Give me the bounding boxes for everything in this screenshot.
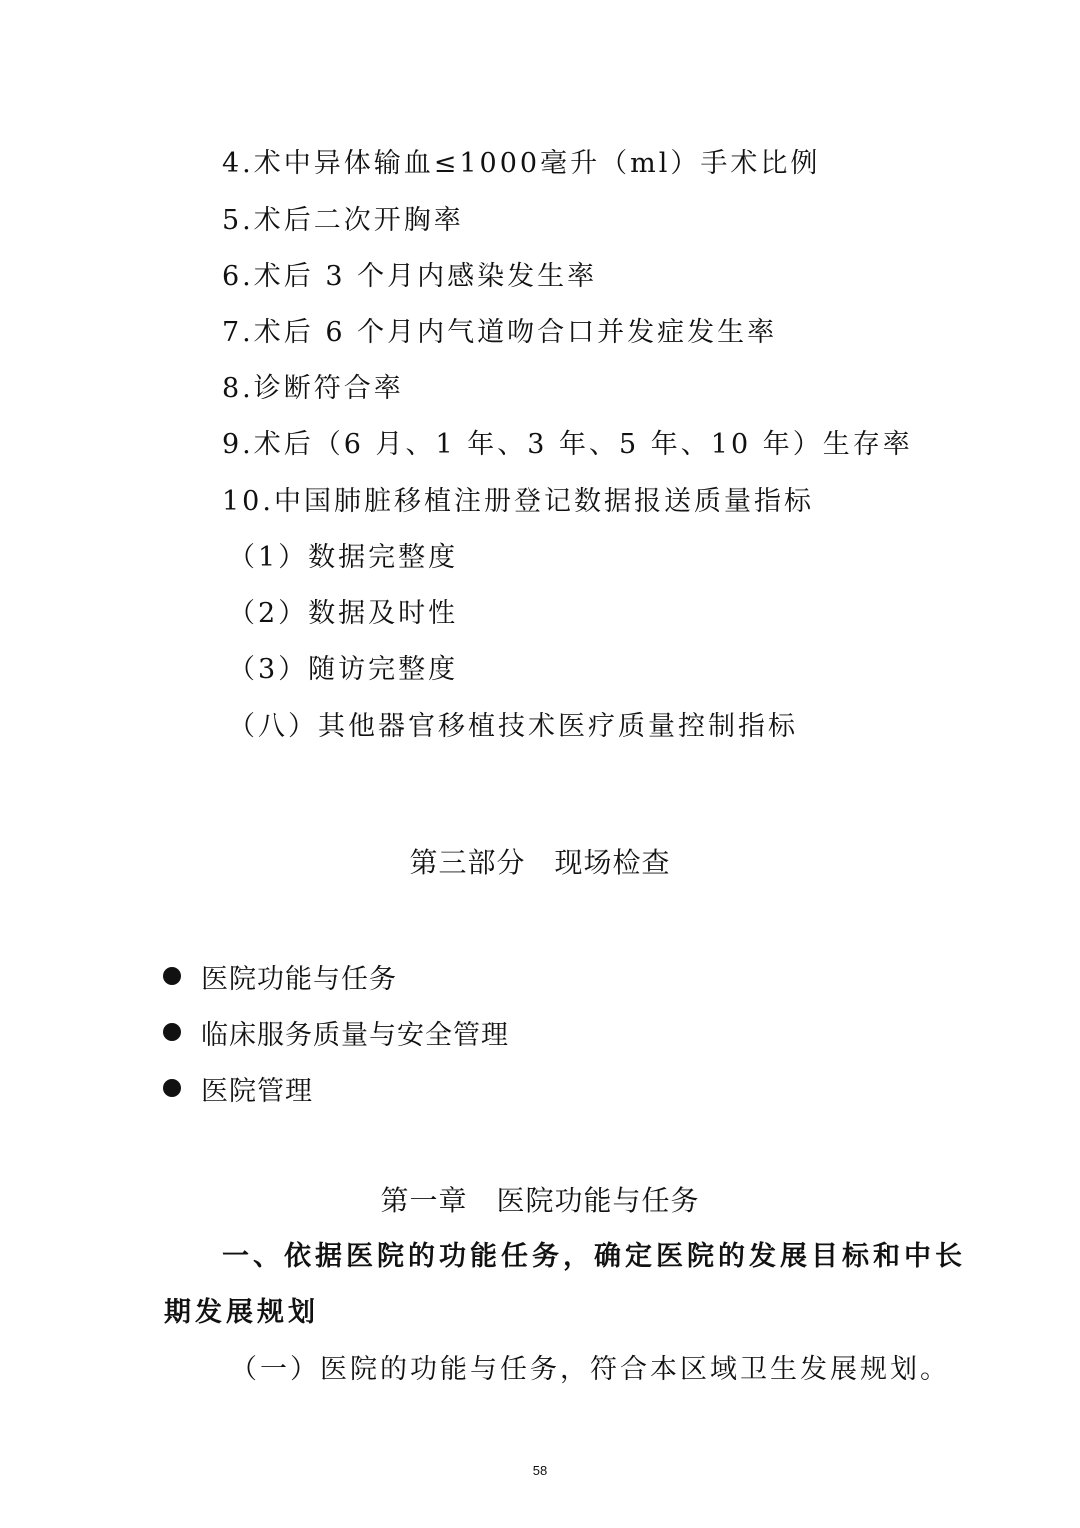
section-eight: （八）其他器官移植技术医疗质量控制指标 xyxy=(228,711,798,742)
indicator-item-6: 6.术后 3 个月内感染发生率 xyxy=(222,261,598,292)
section-heading-line-1: 一、依据医院的功能任务，确定医院的发展目标和中长 xyxy=(222,1241,966,1272)
sub-item-1: （1）数据完整度 xyxy=(228,542,459,573)
chapter-title: 第一章 医院功能与任务 xyxy=(380,1184,700,1217)
bullet-text: 医院管理 xyxy=(201,1075,313,1107)
indicator-item-8: 8.诊断符合率 xyxy=(222,373,404,404)
clause-one: （一）医院的功能与任务，符合本区域卫生发展规划。 xyxy=(230,1354,950,1385)
bullet-icon xyxy=(163,1079,181,1097)
indicator-item-5: 5.术后二次开胸率 xyxy=(222,205,464,236)
indicator-item-10: 10.中国肺脏移植注册登记数据报送质量指标 xyxy=(222,486,814,517)
section-heading-line-2: 期发展规划 xyxy=(164,1297,319,1328)
indicator-item-9: 9.术后（6 月、1 年、3 年、5 年、10 年）生存率 xyxy=(222,429,913,460)
bullet-item-1 xyxy=(163,956,397,996)
bullet-text: 医院功能与任务 xyxy=(201,963,397,995)
indicator-item-4: 4.术中异体输血≤1000毫升（ml）手术比例 xyxy=(222,148,821,179)
page-number: 58 xyxy=(532,1463,548,1478)
bullet-item-2 xyxy=(163,1012,509,1052)
bullet-icon xyxy=(163,967,181,985)
bullet-icon xyxy=(163,1023,181,1041)
bullet-text: 临床服务质量与安全管理 xyxy=(201,1019,509,1051)
indicator-item-7: 7.术后 6 个月内气道吻合口并发症发生率 xyxy=(222,317,778,348)
sub-item-2: （2）数据及时性 xyxy=(228,598,459,629)
bullet-item-3 xyxy=(163,1068,313,1108)
sub-item-3: （3）随访完整度 xyxy=(228,654,459,685)
part-title: 第三部分 现场检查 xyxy=(409,846,671,879)
